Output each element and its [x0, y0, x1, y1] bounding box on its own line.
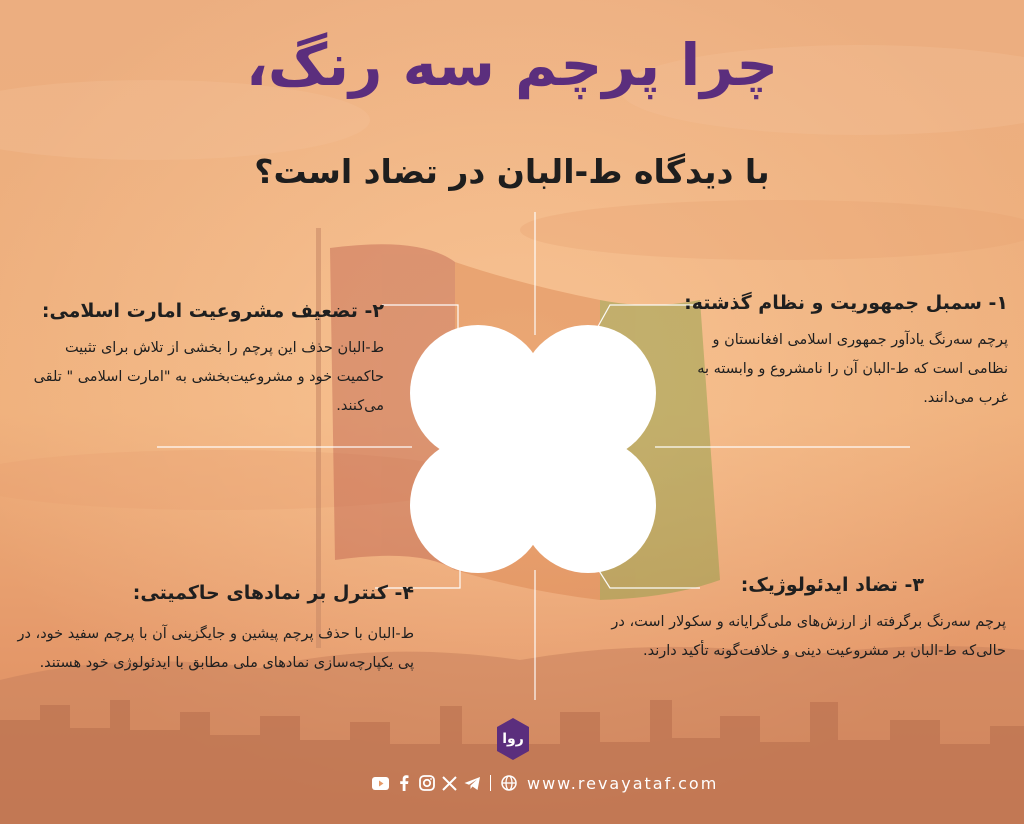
- x-icon[interactable]: [441, 775, 458, 792]
- section-3-body: پرچم سه‌رنگ برگرفته از ارزش‌های ملی‌گرایانه و سکولار است، در حالی‌که ط-البان بر مشروعیت دینی و خلافت‌گونه تأکید دارند.: [611, 614, 1006, 659]
- section-3-title: ۳- تضاد ایدئولوژیک:: [740, 574, 924, 596]
- website-link[interactable]: www.revayataf.com: [527, 773, 719, 793]
- section-1-title: ۱- سمبل جمهوریت و نظام گذشته:: [684, 292, 1008, 314]
- section-2-title: ۲- تضعیف مشروعیت امارت اسلامی:: [41, 300, 384, 322]
- footer-divider: [490, 775, 491, 791]
- youtube-icon[interactable]: [372, 775, 389, 792]
- globe-icon: [500, 775, 517, 792]
- section-4-body: ط-البان با حذف پرچم پیشین و جایگزینی آن با پرچم سفید خود، در پی یکپارچه‌سازی نمادهای ملی مطابق با ایدئولوژی خود هستند.: [17, 626, 414, 671]
- page-subtitle: با دیدگاه ط-البان در تضاد است؟: [254, 152, 770, 191]
- page-title: چرا پرچم سه رنگ،: [245, 31, 779, 99]
- facebook-icon[interactable]: [395, 775, 412, 792]
- section-4-title: ۴- کنترل بر نمادهای حاکمیتی:: [132, 582, 414, 604]
- section-1-body: پرچم سه‌رنگ یادآور جمهوری اسلامی افغانستان و نظامی است که ط-البان آن را نامشروع و وابسته به غرب می‌دانند.: [697, 332, 1008, 406]
- brand-logo: [497, 718, 529, 760]
- section-2-body: ط-البان حذف این پرچم را بخشی از تلاش برای تثبیت حاکمیت خود و مشروعیت‌بخشی به "امارت اسلامی " تلقی می‌کنند.: [33, 340, 384, 414]
- telegram-icon[interactable]: [464, 775, 481, 792]
- instagram-icon[interactable]: [418, 775, 435, 792]
- footer: [372, 770, 718, 796]
- brand-logo-text: روا: [502, 731, 524, 747]
